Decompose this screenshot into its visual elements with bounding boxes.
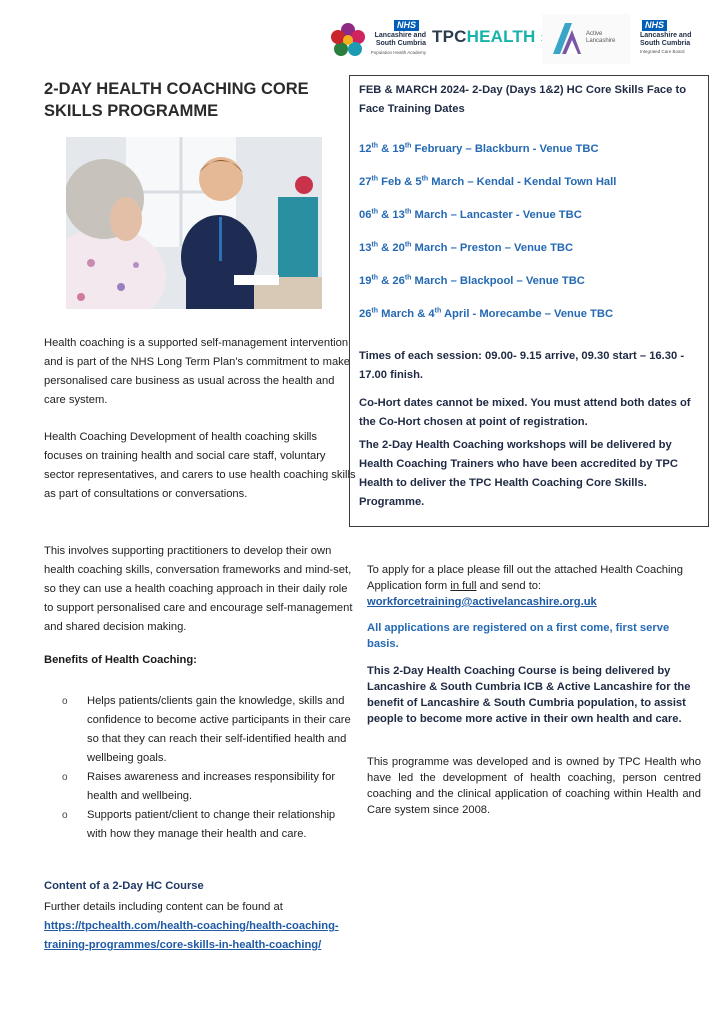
date-venue: March – Kendal - Kendal Town Hall — [428, 176, 617, 188]
nhs-badge: NHS — [394, 20, 419, 31]
date-day: 06 — [359, 209, 372, 221]
bullet-marker-icon: o — [62, 810, 68, 821]
delivered-by-note: This 2-Day Health Coaching Course is being delivered by Lancashire & South Cumbria ICB & Active Lancashire for the benefit of Lancashire & South Cumbria population, to assist people to become more active in their own health and care. — [367, 665, 691, 725]
session-times: Times of each session: 09.00- 9.15 arrive, 09.30 start – 16.30 - 17.00 finish. — [359, 350, 685, 381]
date-day: 12 — [359, 143, 372, 155]
coaching-illustration — [66, 137, 322, 309]
development-paragraph: Health Coaching Development of health coaching skills focuses on training health and social care staff, voluntary sector representatives, and carers to use health coaching skills as part of consultations or conversations. — [44, 431, 356, 500]
lsc-org-sub: Population Health Academy — [370, 50, 426, 55]
date-venue: March – Blackpool – Venue TBC — [411, 275, 585, 287]
benefit-text: Helps patients/clients gain the knowledge, skills and confidence to become active participants in their care so that they can reach their self-identified health and wellbeing goals. — [87, 695, 351, 764]
benefits-heading: Benefits of Health Coaching: — [44, 654, 197, 666]
date-suffix: th — [434, 307, 442, 315]
first-come-note: All applications are registered on a first come, first serve basis. — [367, 622, 670, 650]
date-day: 13 — [359, 242, 372, 254]
email-link[interactable]: workforcetraining@activelancashire.org.uk — [367, 596, 597, 608]
page-title: 2-DAY HEALTH COACHING CORE SKILLS PROGRAMME — [44, 80, 309, 120]
date-day: 19 — [359, 275, 372, 287]
cohort-note: Co-Hort dates cannot be mixed. You must attend both dates of the Co-Hort chosen at point of registration. — [359, 397, 691, 428]
date-mid: & 20 — [378, 242, 405, 254]
delivery-note: The 2-Day Health Coaching workshops will be delivered by Health Coaching Trainers who have been accredited by TPC Health to deliver the TPC Health Coaching Core Skills. Programme. — [359, 439, 678, 508]
training-dates-box — [349, 75, 709, 527]
date-mid: & 26 — [378, 275, 405, 287]
dates-heading: FEB & MARCH 2024- 2-Day (Days 1&2) HC Core Skills Face to Face Training Dates — [359, 84, 687, 115]
date-suffix: th — [371, 274, 379, 282]
dates-list — [359, 141, 616, 339]
apply-in-full: in full — [450, 580, 477, 592]
date-item — [359, 207, 616, 240]
date-suffix: th — [404, 241, 412, 249]
icb-org-name: Lancashire and South Cumbria — [640, 32, 692, 47]
date-suffix: th — [421, 175, 429, 183]
tpc-logo-part2: HEALTH — [466, 27, 536, 46]
lsc-population-health-logo — [330, 20, 425, 60]
lsc-org-name: Lancashire and South Cumbria — [374, 32, 426, 47]
date-suffix: th — [371, 208, 379, 216]
date-venue: April - Morecambe – Venue TBC — [441, 308, 614, 320]
date-venue: March – Preston – Venue TBC — [411, 242, 574, 254]
date-day: 26 — [359, 308, 372, 320]
tpc-course-link[interactable]: https://tpchealth.com/health-coaching/health-coaching-training-programmes/core-skills-in-health-coaching/ — [44, 920, 339, 951]
apply-text-end: and send to: — [476, 580, 542, 592]
date-suffix: th — [404, 208, 412, 216]
benefit-item — [62, 806, 358, 844]
benefit-item — [62, 692, 358, 768]
date-suffix: th — [404, 142, 412, 150]
content-heading: Content of a 2-Day HC Course — [44, 880, 204, 892]
nhs-badge: NHS — [642, 20, 667, 31]
benefit-text: Raises awareness and increases responsibility for health and wellbeing. — [87, 771, 336, 802]
date-item — [359, 174, 616, 207]
date-venue: March – Lancaster - Venue TBC — [411, 209, 582, 221]
developed-by-note: This programme was developed and is owned by TPC Health who have led the development of health coaching, person centred coaching and the clinical application of coaching within Health and Care system since 2008. — [367, 756, 701, 816]
icb-org-sub: Integrated Care Board — [640, 49, 685, 54]
coaching-photo — [66, 137, 322, 309]
bullet-marker-icon: o — [62, 696, 68, 707]
date-mid: & 13 — [378, 209, 405, 221]
date-item — [359, 141, 616, 174]
date-item — [359, 273, 616, 306]
date-suffix: th — [371, 307, 379, 315]
active-lancashire-mark-icon — [550, 20, 584, 56]
tpc-logo-part1: TPC — [432, 27, 467, 46]
benefits-list — [62, 692, 358, 844]
date-day: 27 — [359, 176, 372, 188]
content-text: Further details including content can be found at — [44, 901, 283, 913]
tpc-health-logo — [432, 27, 549, 47]
date-mid: March & 4 — [378, 308, 435, 320]
intro-paragraph: Health coaching is a supported self-management intervention and is part of the NHS Long Term Plan's commitment to make personalised care business as usual across the health and care system. — [44, 337, 350, 406]
benefit-item — [62, 768, 358, 806]
date-item — [359, 306, 616, 339]
date-mid: Feb & 5 — [378, 176, 422, 188]
date-suffix: th — [371, 241, 379, 249]
apply-paragraph — [367, 562, 701, 610]
date-suffix: th — [371, 175, 379, 183]
date-venue: February – Blackburn - Venue TBC — [411, 143, 599, 155]
practitioners-paragraph: This involves supporting practitioners to develop their own health coaching skills, conversation frameworks and mind-set, so they can use a health coaching approach in their daily role to support personalised care and encourage self-management and shared decision making. — [44, 545, 353, 633]
active-lancashire-name: Active Lancashire — [586, 31, 616, 44]
date-suffix: th — [404, 274, 412, 282]
active-lancashire-logo — [542, 14, 630, 64]
date-mid: & 19 — [378, 143, 405, 155]
logo-bar — [330, 14, 710, 64]
flower-icon — [330, 22, 366, 58]
benefit-text: Supports patient/client to change their relationship with how they manage their health and care. — [87, 809, 336, 840]
lsc-icb-logo — [640, 20, 710, 60]
date-item — [359, 240, 616, 273]
content-paragraph — [44, 898, 344, 955]
date-suffix: th — [371, 142, 379, 150]
bullet-marker-icon: o — [62, 772, 68, 783]
apply-text: To apply for a place please fill out the attached Health Coaching Application form — [367, 564, 683, 592]
